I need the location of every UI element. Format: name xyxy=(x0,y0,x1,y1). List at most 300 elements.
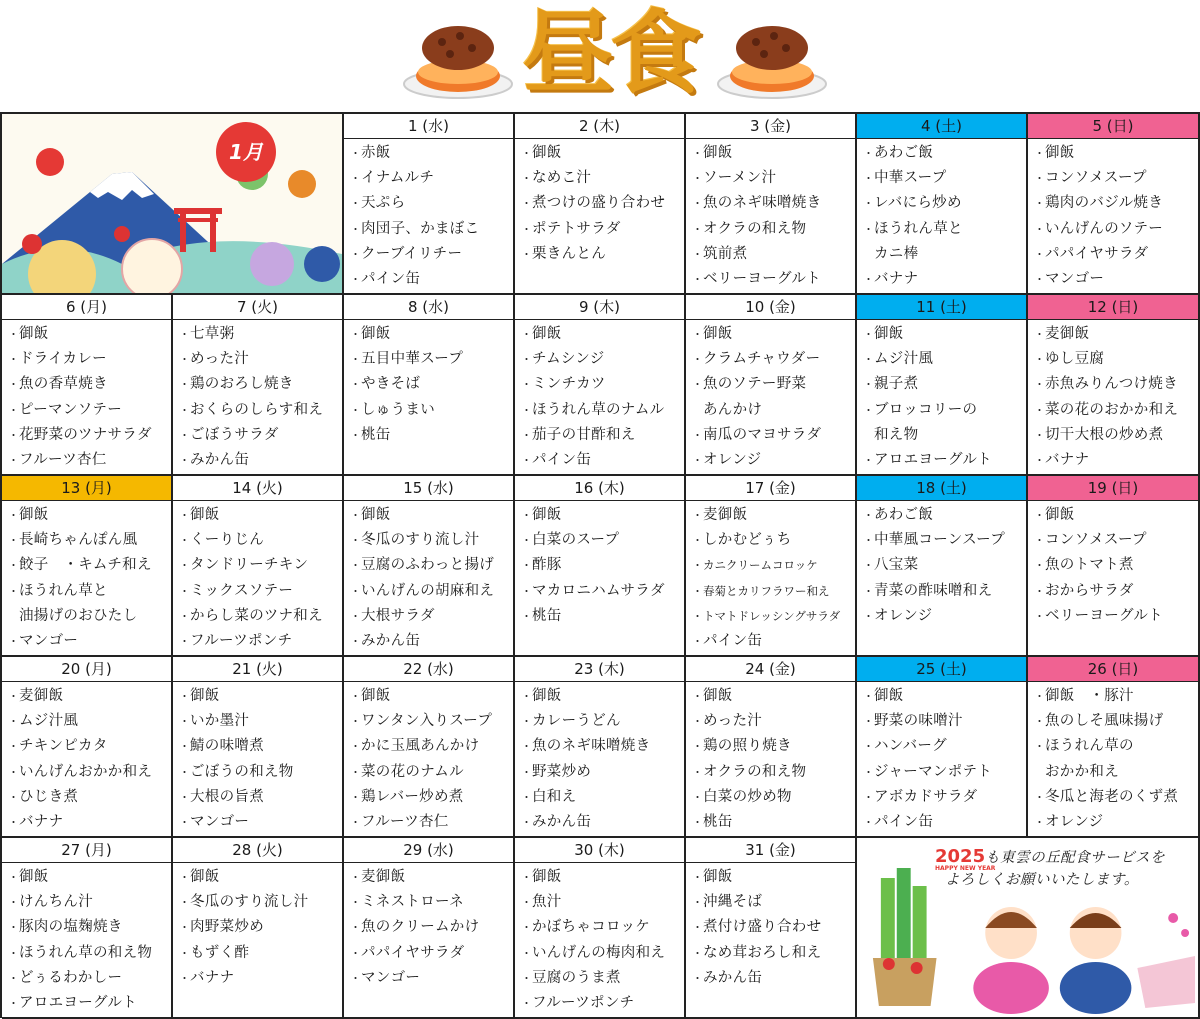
menu-item xyxy=(179,890,342,915)
meat-pie-icon xyxy=(716,18,828,102)
menu-item xyxy=(692,242,855,267)
menu-item-text: 冬瓜のすり流し汁 xyxy=(361,532,480,549)
menu-item-text: アボカドサラダ xyxy=(874,788,978,805)
bullet-icon: ・ xyxy=(179,815,191,829)
menu-item-text: あわご飯 xyxy=(874,145,934,161)
menu-item xyxy=(692,890,855,915)
menu-item-text: パイン缶 xyxy=(703,632,763,649)
menu-item-text: 御飯 xyxy=(532,688,562,704)
menu-item xyxy=(692,322,855,347)
menu-item xyxy=(350,322,513,347)
menu-item-text: タンドリーチキン xyxy=(190,557,309,574)
menu-item xyxy=(350,785,513,810)
menu-item xyxy=(863,141,1026,166)
menu-item-text: マンゴー xyxy=(19,632,79,649)
day-cell xyxy=(344,657,515,838)
menu-item xyxy=(521,398,684,423)
bullet-icon: ・ xyxy=(179,534,191,548)
bullet-icon: ・ xyxy=(350,815,362,829)
menu-item xyxy=(692,372,855,397)
bullet-icon: ・ xyxy=(179,690,191,703)
menu-item xyxy=(350,810,513,835)
bullet-icon: ・ xyxy=(863,584,875,598)
menu-item xyxy=(692,579,855,604)
menu-item-text: 御飯 xyxy=(19,507,49,523)
day-cell xyxy=(344,838,515,1019)
menu-item xyxy=(8,991,171,1016)
menu-item-text: ベリーヨーグルト xyxy=(1045,607,1163,624)
menu-item-text: みかん缶 xyxy=(532,813,592,830)
bullet-icon: ・ xyxy=(1034,197,1046,211)
menu-calendar xyxy=(0,112,1200,1018)
menu-list xyxy=(515,320,684,473)
menu-item-text: パイン缶 xyxy=(874,813,934,830)
menu-item-text: かぼちゃコロッケ xyxy=(532,919,651,936)
bullet-icon: ・ xyxy=(863,172,875,186)
menu-item-text: ハンバーグ xyxy=(874,738,947,755)
menu-item-text: チキンピカタ xyxy=(19,738,108,755)
menu-item-text: いんげんのソテー xyxy=(1045,220,1164,237)
bullet-icon: ・ xyxy=(863,609,875,623)
menu-item xyxy=(350,503,513,528)
bullet-icon: ・ xyxy=(692,971,704,985)
menu-item xyxy=(1034,372,1198,397)
bullet-icon: ・ xyxy=(1034,509,1046,522)
menu-item-text: 中華風コーンスープ xyxy=(874,532,1006,549)
menu-item-text: ほうれん草と xyxy=(874,220,963,237)
menu-item-text: カレーうどん xyxy=(532,713,621,730)
bullet-icon: ・ xyxy=(692,790,704,804)
menu-item-text: 春菊とカリフラワー和え xyxy=(703,583,830,598)
menu-item xyxy=(8,423,171,448)
menu-item-text: オレンジ xyxy=(703,451,762,468)
menu-item-text: いんげんの梅肉和え xyxy=(532,944,666,961)
bullet-icon: ・ xyxy=(692,197,704,211)
bullet-icon: ・ xyxy=(8,584,20,598)
menu-item-text: 豆腐のうま煮 xyxy=(532,969,621,986)
bullet-icon: ・ xyxy=(863,378,875,392)
day-cell xyxy=(2,476,173,657)
bullet-icon: ・ xyxy=(350,147,362,160)
day-header: 12 (日) xyxy=(1028,295,1198,320)
menu-item-text: 豆腐のふわっと揚げ xyxy=(361,557,495,574)
bullet-icon: ・ xyxy=(1034,147,1046,160)
menu-item-text: クラムチャウダー xyxy=(703,351,821,368)
menu-list xyxy=(686,682,855,835)
menu-list xyxy=(857,682,1026,835)
menu-item-text: 御飯 xyxy=(703,869,733,885)
menu-item-text: 鶏の照り焼き xyxy=(703,738,792,755)
bullet-icon: ・ xyxy=(521,971,533,985)
menu-item xyxy=(8,785,171,810)
menu-list xyxy=(857,501,1026,629)
menu-item xyxy=(8,553,171,578)
menu-item xyxy=(521,347,684,372)
menu-item-text: 鶏のおろし焼き xyxy=(190,376,294,393)
menu-item xyxy=(1034,579,1198,604)
menu-item-text: ムジ汁風 xyxy=(874,351,934,368)
bullet-icon: ・ xyxy=(692,715,704,729)
menu-list xyxy=(1028,139,1198,292)
menu-item-text: 花野菜のツナサラダ xyxy=(19,426,152,443)
bullet-icon: ・ xyxy=(8,946,20,960)
menu-item xyxy=(521,579,684,604)
bullet-icon: ・ xyxy=(692,509,704,522)
bullet-icon: ・ xyxy=(863,453,875,467)
menu-list xyxy=(2,320,171,473)
menu-list xyxy=(344,501,513,654)
menu-list xyxy=(2,682,171,835)
menu-item xyxy=(1034,217,1198,242)
menu-list xyxy=(1028,682,1198,835)
menu-item-text: コンソメスープ xyxy=(1045,170,1147,187)
menu-item-text: しかむどぅち xyxy=(703,532,792,549)
menu-item-text: 桃缶 xyxy=(703,813,733,830)
menu-list xyxy=(686,863,855,991)
bullet-icon: ・ xyxy=(350,353,362,367)
menu-item-text: 鶏レバー炒め煮 xyxy=(361,788,464,805)
menu-item xyxy=(863,398,1026,423)
menu-item xyxy=(179,915,342,940)
menu-item xyxy=(692,941,855,966)
day-cell xyxy=(173,657,344,838)
bullet-icon: ・ xyxy=(863,740,875,754)
menu-item xyxy=(863,734,1026,759)
menu-item-text: めった汁 xyxy=(703,713,763,730)
bullet-icon: ・ xyxy=(1034,378,1046,392)
menu-item xyxy=(692,915,855,940)
bullet-icon: ・ xyxy=(863,534,875,548)
bullet-icon: ・ xyxy=(521,896,533,910)
menu-item-text: 白菜の炒め物 xyxy=(703,788,792,805)
menu-item xyxy=(863,242,1026,267)
bullet-icon: ・ xyxy=(350,765,362,779)
menu-item-text: バナナ xyxy=(874,270,919,287)
day-header: 18 (土) xyxy=(857,476,1026,501)
menu-item xyxy=(692,709,855,734)
menu-item xyxy=(8,604,171,629)
menu-item-text: 麦御飯 xyxy=(703,507,748,523)
menu-item-text: 御飯 xyxy=(532,869,562,885)
bullet-icon: ・ xyxy=(1034,790,1046,804)
menu-item xyxy=(1034,734,1198,759)
menu-item-text: 魚のしそ風味揚げ xyxy=(1045,713,1164,730)
bullet-icon: ・ xyxy=(1034,740,1046,754)
bullet-icon: ・ xyxy=(350,921,362,935)
bullet-icon: ・ xyxy=(521,147,533,160)
bullet-icon: ・ xyxy=(1034,328,1046,341)
menu-list xyxy=(515,139,684,267)
menu-item-text: マカロニハムサラダ xyxy=(532,582,665,599)
menu-item xyxy=(350,347,513,372)
menu-item-text: 御飯 xyxy=(361,688,391,704)
menu-item xyxy=(179,709,342,734)
menu-item xyxy=(8,890,171,915)
menu-item-text: 鶏肉のバジル焼き xyxy=(1045,195,1164,212)
greeting-illustration xyxy=(857,838,1200,1019)
day-header: 24 (金) xyxy=(686,657,855,682)
menu-item xyxy=(1034,166,1198,191)
menu-item-text: どぅるわかしー xyxy=(19,969,123,986)
menu-item-text: ごぼうサラダ xyxy=(190,426,279,443)
bullet-icon: ・ xyxy=(350,247,362,261)
bullet-icon: ・ xyxy=(179,328,191,341)
menu-item xyxy=(8,734,171,759)
menu-item xyxy=(521,528,684,553)
menu-item xyxy=(521,865,684,890)
menu-item xyxy=(863,217,1026,242)
day-header: 5 (日) xyxy=(1028,114,1198,139)
menu-item xyxy=(350,760,513,785)
menu-item-text: 天ぷら xyxy=(361,195,406,212)
day-cell xyxy=(1028,657,1200,838)
bullet-icon: ・ xyxy=(692,328,704,341)
day-header: 11 (土) xyxy=(857,295,1026,320)
day-cell xyxy=(686,476,857,657)
menu-item xyxy=(692,448,855,473)
menu-item-text: 御飯 xyxy=(532,145,562,161)
bullet-icon: ・ xyxy=(692,690,704,703)
menu-item-text: 御飯 xyxy=(190,869,220,885)
menu-item-text: アロエヨーグルト xyxy=(19,994,137,1011)
greeting-line2: よろしくお願いいたします。 xyxy=(945,872,1139,888)
bullet-icon: ・ xyxy=(350,715,362,729)
menu-item-text: 親子煮 xyxy=(874,376,919,393)
day-cell xyxy=(686,114,857,295)
bullet-icon: ・ xyxy=(521,740,533,754)
menu-item-text: 長崎ちゃんぽん風 xyxy=(19,532,138,549)
menu-item-text: ミックスソテー xyxy=(190,582,294,599)
menu-item-text: フルーツ杏仁 xyxy=(19,451,107,468)
bullet-icon: ・ xyxy=(8,815,20,829)
menu-item-text: オクラの和え物 xyxy=(703,220,807,237)
bullet-icon: ・ xyxy=(8,428,20,442)
menu-item-text: ごぼうの和え物 xyxy=(190,763,294,780)
menu-item xyxy=(8,810,171,835)
menu-item-text: アロエヨーグルト xyxy=(874,451,992,468)
bullet-icon: ・ xyxy=(692,584,703,598)
menu-item xyxy=(179,865,342,890)
menu-item-text: フルーツ杏仁 xyxy=(361,813,449,830)
menu-item xyxy=(179,604,342,629)
menu-list xyxy=(2,863,171,1016)
bullet-icon: ・ xyxy=(350,584,362,598)
menu-item-text: 冬瓜と海老のくず煮 xyxy=(1045,788,1179,805)
menu-item xyxy=(1034,242,1198,267)
menu-list xyxy=(173,682,342,835)
menu-item-text: 御飯 xyxy=(1045,145,1075,161)
menu-item-text: 赤飯 xyxy=(361,145,391,161)
day-cell xyxy=(515,657,686,838)
menu-item-text: 麦御飯 xyxy=(19,688,64,704)
month-badge: 1月 xyxy=(216,122,276,182)
bullet-icon: ・ xyxy=(350,172,362,186)
bullet-icon: ・ xyxy=(8,378,20,392)
bullet-icon: ・ xyxy=(863,690,875,703)
menu-item xyxy=(350,604,513,629)
bullet-icon: ・ xyxy=(350,690,362,703)
menu-item-text: ミンチカツ xyxy=(532,376,606,393)
menu-item-text: 餃子 ・キムチ和え xyxy=(19,557,152,574)
bullet-icon: ・ xyxy=(521,690,533,703)
menu-item xyxy=(1034,267,1198,292)
menu-item xyxy=(692,347,855,372)
menu-item xyxy=(8,966,171,991)
menu-item-text: オクラの和え物 xyxy=(703,763,807,780)
bullet-icon: ・ xyxy=(8,634,20,648)
menu-item-text: あわご飯 xyxy=(874,507,934,523)
bullet-icon: ・ xyxy=(179,559,191,573)
menu-item-text: 油揚げのおひたし xyxy=(19,607,138,624)
day-cell xyxy=(857,476,1028,657)
bullet-icon: ・ xyxy=(350,534,362,548)
bullet-icon: ・ xyxy=(179,403,191,417)
menu-item xyxy=(521,915,684,940)
bullet-icon: ・ xyxy=(8,790,20,804)
bullet-icon: ・ xyxy=(692,453,704,467)
menu-item xyxy=(521,423,684,448)
greeting-line1: も東雲の丘配食サービスを xyxy=(985,850,1166,866)
menu-item xyxy=(350,191,513,216)
menu-item xyxy=(521,372,684,397)
menu-item xyxy=(350,267,513,292)
bullet-icon: ・ xyxy=(8,353,20,367)
bullet-icon: ・ xyxy=(521,353,533,367)
menu-item-text: ドライカレー xyxy=(19,351,107,368)
bullet-icon: ・ xyxy=(1034,559,1046,573)
menu-list xyxy=(515,863,684,1016)
menu-item xyxy=(521,991,684,1016)
menu-list xyxy=(515,501,684,629)
bullet-icon: ・ xyxy=(692,896,704,910)
greeting-year-caption: HAPPY NEW YEAR xyxy=(935,865,996,872)
day-cell xyxy=(857,657,1028,838)
menu-item xyxy=(692,217,855,242)
menu-item xyxy=(692,398,855,423)
menu-item-text: フルーツポンチ xyxy=(532,994,635,1011)
menu-item xyxy=(350,528,513,553)
bullet-icon: ・ xyxy=(863,765,875,779)
menu-list xyxy=(173,320,342,473)
bullet-icon: ・ xyxy=(521,996,533,1010)
menu-item xyxy=(863,347,1026,372)
menu-item xyxy=(1034,347,1198,372)
bullet-icon: ・ xyxy=(179,509,191,522)
menu-item xyxy=(863,528,1026,553)
menu-item-text: いんげんおかか和え xyxy=(19,763,153,780)
menu-item xyxy=(8,398,171,423)
bullet-icon: ・ xyxy=(863,509,875,522)
day-header: 13 (月) xyxy=(2,476,171,501)
bullet-icon: ・ xyxy=(350,971,362,985)
bullet-icon: ・ xyxy=(1034,428,1046,442)
bullet-icon: ・ xyxy=(521,921,533,935)
menu-item xyxy=(179,629,342,654)
menu-item-text: ミネストローネ xyxy=(361,894,464,911)
bullet-icon: ・ xyxy=(521,453,533,467)
menu-item xyxy=(692,166,855,191)
menu-item xyxy=(863,166,1026,191)
menu-item xyxy=(8,322,171,347)
menu-item xyxy=(521,760,684,785)
menu-item-text: 冬瓜のすり流し汁 xyxy=(190,894,309,911)
menu-item-text: ピーマンソテー xyxy=(19,401,123,418)
day-header: 22 (水) xyxy=(344,657,513,682)
day-header: 20 (月) xyxy=(2,657,171,682)
day-cell xyxy=(515,476,686,657)
menu-item xyxy=(1034,503,1198,528)
menu-item xyxy=(8,347,171,372)
day-header: 19 (日) xyxy=(1028,476,1198,501)
menu-item-text: イナムルチ xyxy=(361,170,435,187)
day-header: 10 (金) xyxy=(686,295,855,320)
menu-item-text: かに玉風あんかけ xyxy=(361,738,480,755)
bullet-icon: ・ xyxy=(863,559,875,573)
menu-item-text: 菜の花のナムル xyxy=(361,763,464,780)
menu-item-text: くーりじん xyxy=(190,532,264,549)
menu-list xyxy=(857,320,1026,473)
bullet-icon: ・ xyxy=(179,584,191,598)
menu-item xyxy=(179,579,342,604)
menu-item-text: 御飯 xyxy=(361,326,391,342)
menu-item-text: みかん缶 xyxy=(190,451,250,468)
day-cell xyxy=(857,114,1028,295)
menu-item xyxy=(179,684,342,709)
day-cell xyxy=(1028,114,1200,295)
menu-item xyxy=(521,941,684,966)
bullet-icon: ・ xyxy=(8,715,20,729)
menu-item-text: 沖縄そば xyxy=(703,894,763,911)
menu-item-text: 赤魚みりんつけ焼き xyxy=(1045,376,1178,393)
menu-item-text: なめこ汁 xyxy=(532,170,592,187)
menu-item-text: けんちん汁 xyxy=(19,894,93,911)
menu-list xyxy=(1028,320,1198,473)
menu-item-text: パパイヤサラダ xyxy=(361,944,465,961)
bullet-icon: ・ xyxy=(863,272,875,286)
menu-item-text: 南瓜のマヨサラダ xyxy=(703,426,822,443)
menu-item xyxy=(179,810,342,835)
day-header: 4 (土) xyxy=(857,114,1026,139)
bullet-icon: ・ xyxy=(350,896,362,910)
menu-item xyxy=(179,734,342,759)
menu-item xyxy=(350,372,513,397)
bullet-icon: ・ xyxy=(179,740,191,754)
menu-item-text: 桃缶 xyxy=(532,607,562,624)
menu-item xyxy=(863,785,1026,810)
menu-item-text: ソーメン汁 xyxy=(703,170,777,187)
menu-item xyxy=(179,503,342,528)
menu-item-text: みかん缶 xyxy=(703,969,763,986)
menu-item xyxy=(863,448,1026,473)
bullet-icon: ・ xyxy=(692,765,704,779)
menu-item xyxy=(1034,709,1198,734)
bullet-icon: ・ xyxy=(521,715,533,729)
menu-item-text: 魚汁 xyxy=(532,894,562,911)
menu-item xyxy=(692,528,855,553)
menu-item xyxy=(350,629,513,654)
menu-item-text: おくらのしらす和え xyxy=(190,401,324,418)
menu-item-text: パパイヤサラダ xyxy=(1045,245,1149,262)
menu-item xyxy=(692,966,855,991)
menu-item-text: 御飯 xyxy=(190,507,220,523)
menu-item-text: やきそば xyxy=(361,376,421,393)
bullet-icon: ・ xyxy=(179,609,191,623)
menu-item-text: ジャーマンポテト xyxy=(874,763,993,780)
bullet-icon: ・ xyxy=(350,378,362,392)
day-header: 3 (金) xyxy=(686,114,855,139)
bullet-icon: ・ xyxy=(8,509,20,522)
menu-item xyxy=(863,267,1026,292)
